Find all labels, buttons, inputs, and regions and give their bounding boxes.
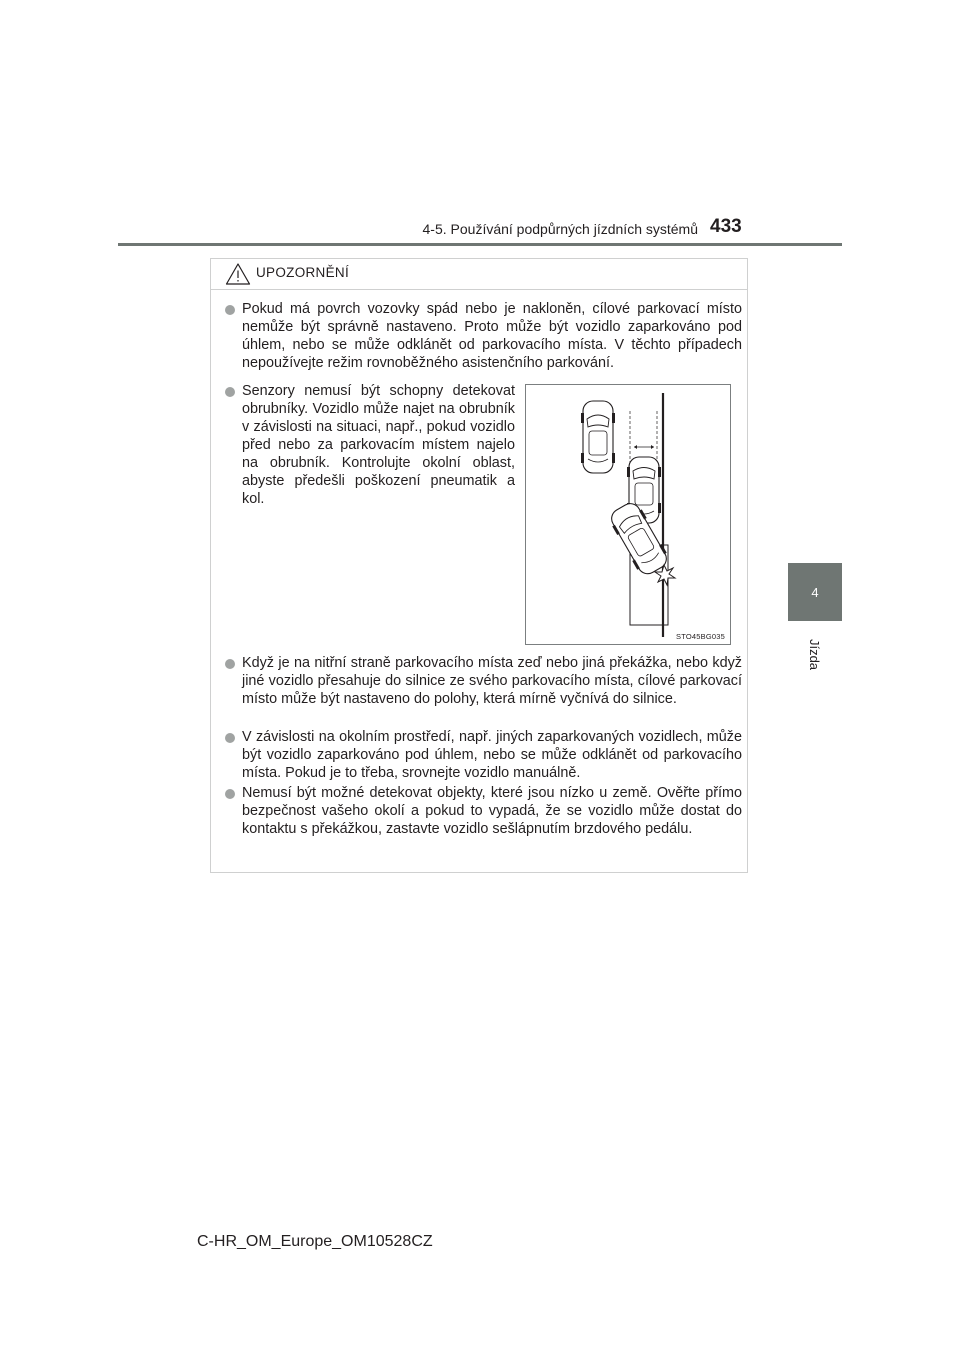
document-code: C-HR_OM_Europe_OM10528CZ: [197, 1233, 433, 1250]
car-top-left: [581, 401, 615, 473]
chapter-tab: [788, 563, 842, 621]
chapter-label-area: [788, 628, 842, 680]
warning-bullet-curb: [242, 382, 515, 508]
bullet-text: Nemusí být možné detekovat objekty, které jsou nízko u země. Ověřte přímo bezpečnost vašeho okolí a pokud to vypadá, že se vozidlo může dostat do kontaktu s překážkou, zastavte vozidlo sešlápnutím brzdového pedálu.: [242, 785, 742, 837]
bullet-dot-icon: [225, 305, 235, 315]
header-section-title: 4-5. Používání podpůrných jízdních systémů: [422, 221, 698, 237]
bullet-text: Senzory nemusí být schopny detekovat obrubníky. Vozidlo může najet na obrubník v závislosti na situaci, např., pokud vozidlo před nebo za parkovacím místem najelo na obrubník. Kontrolujte okolní oblast, abyste předešli poškození pneumatik a kol.: [242, 383, 515, 507]
header-rule: [118, 243, 842, 246]
warning-bullet-environment: [242, 728, 742, 782]
bullet-dot-icon: [225, 387, 235, 397]
bullet-text: Když je na nitřní straně parkovacího místa zeď nebo jiná překážka, nebo když jiné vozidlo přesahuje do silnice ze svého parkovacího místa, cílové parkovací místo může být nastaveno do polohy, která mírně vyčnívá do silnice.: [242, 655, 742, 707]
parking-curb-diagram: [526, 385, 732, 646]
figure-id: STO45BG035: [676, 632, 725, 641]
warning-triangle-icon: [225, 262, 251, 286]
warning-bullet-low-objects: [242, 784, 742, 838]
chapter-number: 4: [811, 584, 819, 600]
warning-title: UPOZORNĚNÍ: [256, 265, 350, 280]
curb-illustration: [525, 384, 731, 645]
bullet-dot-icon: [225, 659, 235, 669]
car-angled: [606, 499, 671, 578]
page-number: 433: [710, 216, 742, 237]
bullet-dot-icon: [225, 733, 235, 743]
warning-header: [211, 259, 747, 290]
bullet-dot-icon: [225, 789, 235, 799]
chapter-label: Jízda: [807, 638, 823, 670]
warning-bullet-slope: [242, 300, 742, 372]
warning-bullet-obstacle: [242, 654, 742, 708]
bullet-text: Pokud má povrch vozovky spád nebo je nakloněn, cílové parkovací místo nemůže být správně nastaveno. Proto může být vozidlo zaparkováno pod úhlem, nebo se může odklánět od parkovacího místa. V těchto případech nepoužívejte režim rovnoběžného asistenčního parkování.: [242, 301, 742, 371]
bullet-text: V závislosti na okolním prostředí, např. jiných zaparkovaných vozidlech, může být vozidlo zaparkováno pod úhlem, nebo se může odklánět od parkovacího místa. Pokud je to třeba, srovnejte vozidlo manuálně.: [242, 729, 742, 781]
